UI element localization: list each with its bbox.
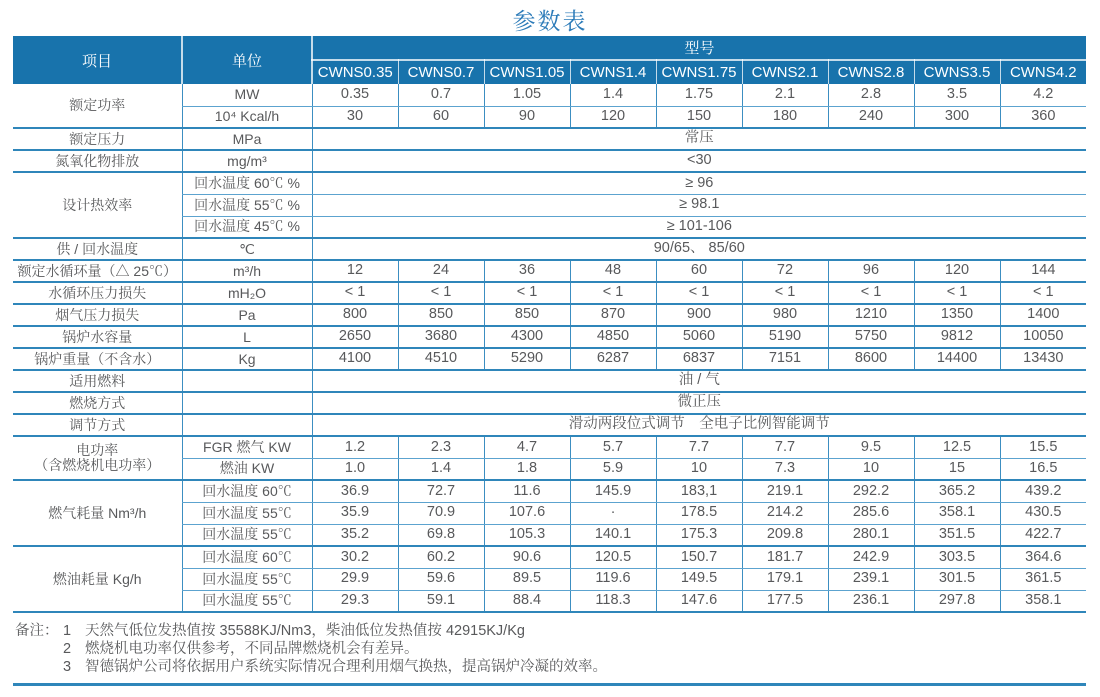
value-cell: 140.1 [570,524,656,546]
span-value-cell: ≥ 96 [312,172,1086,194]
value-cell: < 1 [828,282,914,304]
value-cell: 4510 [398,348,484,370]
value-cell: 6837 [656,348,742,370]
value-cell: 149.5 [656,568,742,590]
value-cell: 60 [656,260,742,282]
table-body [13,84,1086,612]
value-cell: < 1 [656,282,742,304]
table-row [13,546,1086,568]
value-cell: 292.2 [828,480,914,502]
note-label [15,640,63,658]
value-cell: 12 [312,260,398,282]
value-cell: 980 [742,304,828,326]
value-cell: 242.9 [828,546,914,568]
value-cell: 183,1 [656,480,742,502]
unit-label: 回水温度 60℃ [182,546,312,568]
value-cell: 850 [484,304,570,326]
value-cell: 351.5 [914,524,1000,546]
table-row [13,370,1086,392]
table-row [13,84,1086,106]
span-value-cell: ≥ 101-106 [312,216,1086,238]
note-number: 2 [63,641,72,657]
value-cell: 361.5 [1000,568,1086,590]
value-cell: 360 [1000,106,1086,128]
note-line [15,622,1087,640]
value-cell: 11.6 [484,480,570,502]
value-cell: 300 [914,106,1000,128]
span-value-cell: 滑动两段位式调节 全电子比例智能调节 [312,414,1086,436]
value-cell: 35.2 [312,524,398,546]
value-cell: < 1 [1000,282,1086,304]
notes [15,622,1087,676]
value-cell: < 1 [914,282,1000,304]
item-label: 锅炉水容量 [13,326,182,348]
unit-label: Kg [182,348,312,370]
value-cell: 107.6 [484,502,570,524]
value-cell: 870 [570,304,656,326]
value-cell: 1.0 [312,458,398,480]
value-cell: 179.1 [742,568,828,590]
value-cell: 30.2 [312,546,398,568]
item-label: 供 / 回水温度 [13,238,182,260]
value-cell: 4850 [570,326,656,348]
header-model-cell: CWNS0.35 [312,60,398,84]
value-cell: < 1 [312,282,398,304]
table-row [13,480,1086,502]
note-number: 1 [63,623,72,639]
value-cell: 6287 [570,348,656,370]
value-cell: 180 [742,106,828,128]
item-label: 燃油耗量 Kg/h [13,546,182,612]
item-label: 设计热效率 [13,172,182,238]
table-row [13,238,1086,260]
unit-label: 回水温度 60℃ [182,480,312,502]
table-row [13,282,1086,304]
span-value-cell: 油 / 气 [312,370,1086,392]
table-row [13,128,1086,150]
value-cell: 4.7 [484,436,570,458]
unit-label [182,392,312,414]
value-cell: 16.5 [1000,458,1086,480]
value-cell: 181.7 [742,546,828,568]
span-value-cell: 微正压 [312,392,1086,414]
item-label: 燃气耗量 Nm³/h [13,480,182,546]
value-cell: 1.75 [656,84,742,106]
value-cell: 239.1 [828,568,914,590]
value-cell: 10 [828,458,914,480]
unit-label: 回水温度 60℃ % [182,172,312,194]
item-label: 额定功率 [13,84,182,128]
table-row [13,304,1086,326]
item-label: 调节方式 [13,414,182,436]
unit-label: ℃ [182,238,312,260]
table-row [13,150,1086,172]
value-cell: 303.5 [914,546,1000,568]
value-cell: 90 [484,106,570,128]
unit-label: mH₂O [182,282,312,304]
header-model-cell: CWNS1.05 [484,60,570,84]
item-label [13,436,182,480]
value-cell: 301.5 [914,568,1000,590]
value-cell: 5.9 [570,458,656,480]
bottom-rule [13,683,1086,686]
value-cell: 14400 [914,348,1000,370]
value-cell: 96 [828,260,914,282]
value-cell: 29.3 [312,590,398,612]
table-row [13,260,1086,282]
value-cell: 7151 [742,348,828,370]
value-cell: 12.5 [914,436,1000,458]
unit-label: 回水温度 55℃ [182,568,312,590]
note-text: 燃烧机电功率仅供参考，不同品牌燃烧机会有差异。 [85,641,419,657]
unit-label: FGR 燃气 KW [182,436,312,458]
header-model-cell: CWNS2.8 [828,60,914,84]
value-cell: 120.5 [570,546,656,568]
unit-label: 回水温度 55℃ [182,502,312,524]
unit-label: 回水温度 55℃ [182,590,312,612]
value-cell: 430.5 [1000,502,1086,524]
table-row [13,414,1086,436]
header-model-cell: CWNS0.7 [398,60,484,84]
item-label: 烟气压力损失 [13,304,182,326]
value-cell: 364.6 [1000,546,1086,568]
value-cell: 72.7 [398,480,484,502]
item-label: 氮氧化物排放 [13,150,182,172]
value-cell: 35.9 [312,502,398,524]
value-cell: 1400 [1000,304,1086,326]
header-row-top [13,36,1086,60]
value-cell: 9812 [914,326,1000,348]
header-item: 项目 [13,36,182,84]
unit-label: L [182,326,312,348]
value-cell: 119.6 [570,568,656,590]
value-cell: 15 [914,458,1000,480]
value-cell: 178.5 [656,502,742,524]
value-cell: 5290 [484,348,570,370]
value-cell: 5060 [656,326,742,348]
value-cell: 89.5 [484,568,570,590]
value-cell: 15.5 [1000,436,1086,458]
table-row [13,392,1086,414]
page-title: 参数表 [512,8,588,34]
value-cell: < 1 [398,282,484,304]
span-value-cell: ≥ 98.1 [312,194,1086,216]
value-cell: 4.2 [1000,84,1086,106]
item-label: 适用燃料 [13,370,182,392]
value-cell: 4300 [484,326,570,348]
value-cell: 236.1 [828,590,914,612]
span-value-cell: 常压 [312,128,1086,150]
value-cell: 1.4 [570,84,656,106]
value-cell: 60 [398,106,484,128]
value-cell: 59.1 [398,590,484,612]
value-cell: 48 [570,260,656,282]
value-cell: · [570,502,656,524]
span-value-cell: 90/65、 85/60 [312,238,1086,260]
value-cell: 36 [484,260,570,282]
value-cell: < 1 [742,282,828,304]
table-row [13,436,1086,458]
value-cell: 3.5 [914,84,1000,106]
value-cell: 147.6 [656,590,742,612]
header-model-cell: CWNS1.4 [570,60,656,84]
span-value-cell: <30 [312,150,1086,172]
note-text: 智德锅炉公司将依据用户系统实际情况合理利用烟气换热，提高锅炉冷凝的效率。 [85,659,607,675]
value-cell: 4100 [312,348,398,370]
value-cell: 36.9 [312,480,398,502]
value-cell: 7.7 [656,436,742,458]
value-cell: 439.2 [1000,480,1086,502]
header-model-cell: CWNS2.1 [742,60,828,84]
value-cell: 1.2 [312,436,398,458]
value-cell: 105.3 [484,524,570,546]
value-cell: 90.6 [484,546,570,568]
value-cell: 1210 [828,304,914,326]
value-cell: 0.7 [398,84,484,106]
value-cell: 1350 [914,304,1000,326]
value-cell: 800 [312,304,398,326]
value-cell: 59.6 [398,568,484,590]
value-cell: 7.7 [742,436,828,458]
value-cell: 422.7 [1000,524,1086,546]
value-cell: 177.5 [742,590,828,612]
value-cell: 209.8 [742,524,828,546]
item-label: 水循环压力损失 [13,282,182,304]
unit-label: 回水温度 55℃ [182,524,312,546]
header-model-cell: CWNS3.5 [914,60,1000,84]
unit-label: 回水温度 55℃ % [182,194,312,216]
item-label: 燃烧方式 [13,392,182,414]
value-cell: 118.3 [570,590,656,612]
header-model-cell: CWNS1.75 [656,60,742,84]
value-cell: 219.1 [742,480,828,502]
value-cell: 5190 [742,326,828,348]
value-cell: 2650 [312,326,398,348]
table-row [13,172,1086,194]
value-cell: 120 [570,106,656,128]
item-label: 额定水循环量（△ 25℃） [13,260,182,282]
unit-label [182,414,312,436]
value-cell: 150.7 [656,546,742,568]
unit-label: mg/m³ [182,150,312,172]
spec-table [13,36,1086,613]
value-cell: 365.2 [914,480,1000,502]
value-cell: 5750 [828,326,914,348]
value-cell: 5.7 [570,436,656,458]
unit-label: 回水温度 45℃ % [182,216,312,238]
note-label: 备注： [15,623,59,639]
value-cell: 30 [312,106,398,128]
header-unit: 单位 [182,36,312,84]
value-cell: 0.35 [312,84,398,106]
value-cell: 70.9 [398,502,484,524]
value-cell: 900 [656,304,742,326]
value-cell: 175.3 [656,524,742,546]
value-cell: 1.05 [484,84,570,106]
value-cell: 72 [742,260,828,282]
value-cell: 9.5 [828,436,914,458]
table-row [13,326,1086,348]
note-line [15,658,1087,676]
value-cell: 13430 [1000,348,1086,370]
unit-label [182,370,312,392]
table-header [13,36,1086,84]
value-cell: 1.4 [398,458,484,480]
item-label: 额定压力 [13,128,182,150]
unit-label: MPa [182,128,312,150]
value-cell: 285.6 [828,502,914,524]
value-cell: 358.1 [914,502,1000,524]
unit-label: 10⁴ Kcal/h [182,106,312,128]
value-cell: < 1 [484,282,570,304]
value-cell: 10 [656,458,742,480]
table-row [13,348,1086,370]
value-cell: 8600 [828,348,914,370]
unit-label: Pa [182,304,312,326]
header-model-cell: CWNS4.2 [1000,60,1086,84]
value-cell: 850 [398,304,484,326]
value-cell: 69.8 [398,524,484,546]
value-cell: 60.2 [398,546,484,568]
item-label-line1: 电功率 [76,442,119,459]
value-cell: 3680 [398,326,484,348]
value-cell: 29.9 [312,568,398,590]
note-line [15,640,1087,658]
value-cell: 280.1 [828,524,914,546]
value-cell: 214.2 [742,502,828,524]
note-text: 天然气低位发热值按 35588KJ/Nm3，柴油低位发热值按 42915KJ/Kg [85,623,525,639]
unit-label: 燃油 KW [182,458,312,480]
value-cell: 358.1 [1000,590,1086,612]
value-cell: 88.4 [484,590,570,612]
note-label [15,658,63,676]
value-cell: 2.3 [398,436,484,458]
value-cell: 297.8 [914,590,1000,612]
value-cell: 144 [1000,260,1086,282]
unit-label: m³/h [182,260,312,282]
value-cell: 2.1 [742,84,828,106]
value-cell: < 1 [570,282,656,304]
item-label: 锅炉重量（不含水） [13,348,182,370]
value-cell: 24 [398,260,484,282]
header-model-group: 型号 [312,36,1086,60]
value-cell: 145.9 [570,480,656,502]
value-cell: 7.3 [742,458,828,480]
value-cell: 240 [828,106,914,128]
value-cell: 10050 [1000,326,1086,348]
note-number: 3 [63,659,72,675]
value-cell: 2.8 [828,84,914,106]
unit-label: MW [182,84,312,106]
item-label-line2: （含燃烧机电功率） [34,457,161,473]
value-cell: 150 [656,106,742,128]
value-cell: 120 [914,260,1000,282]
value-cell: 1.8 [484,458,570,480]
